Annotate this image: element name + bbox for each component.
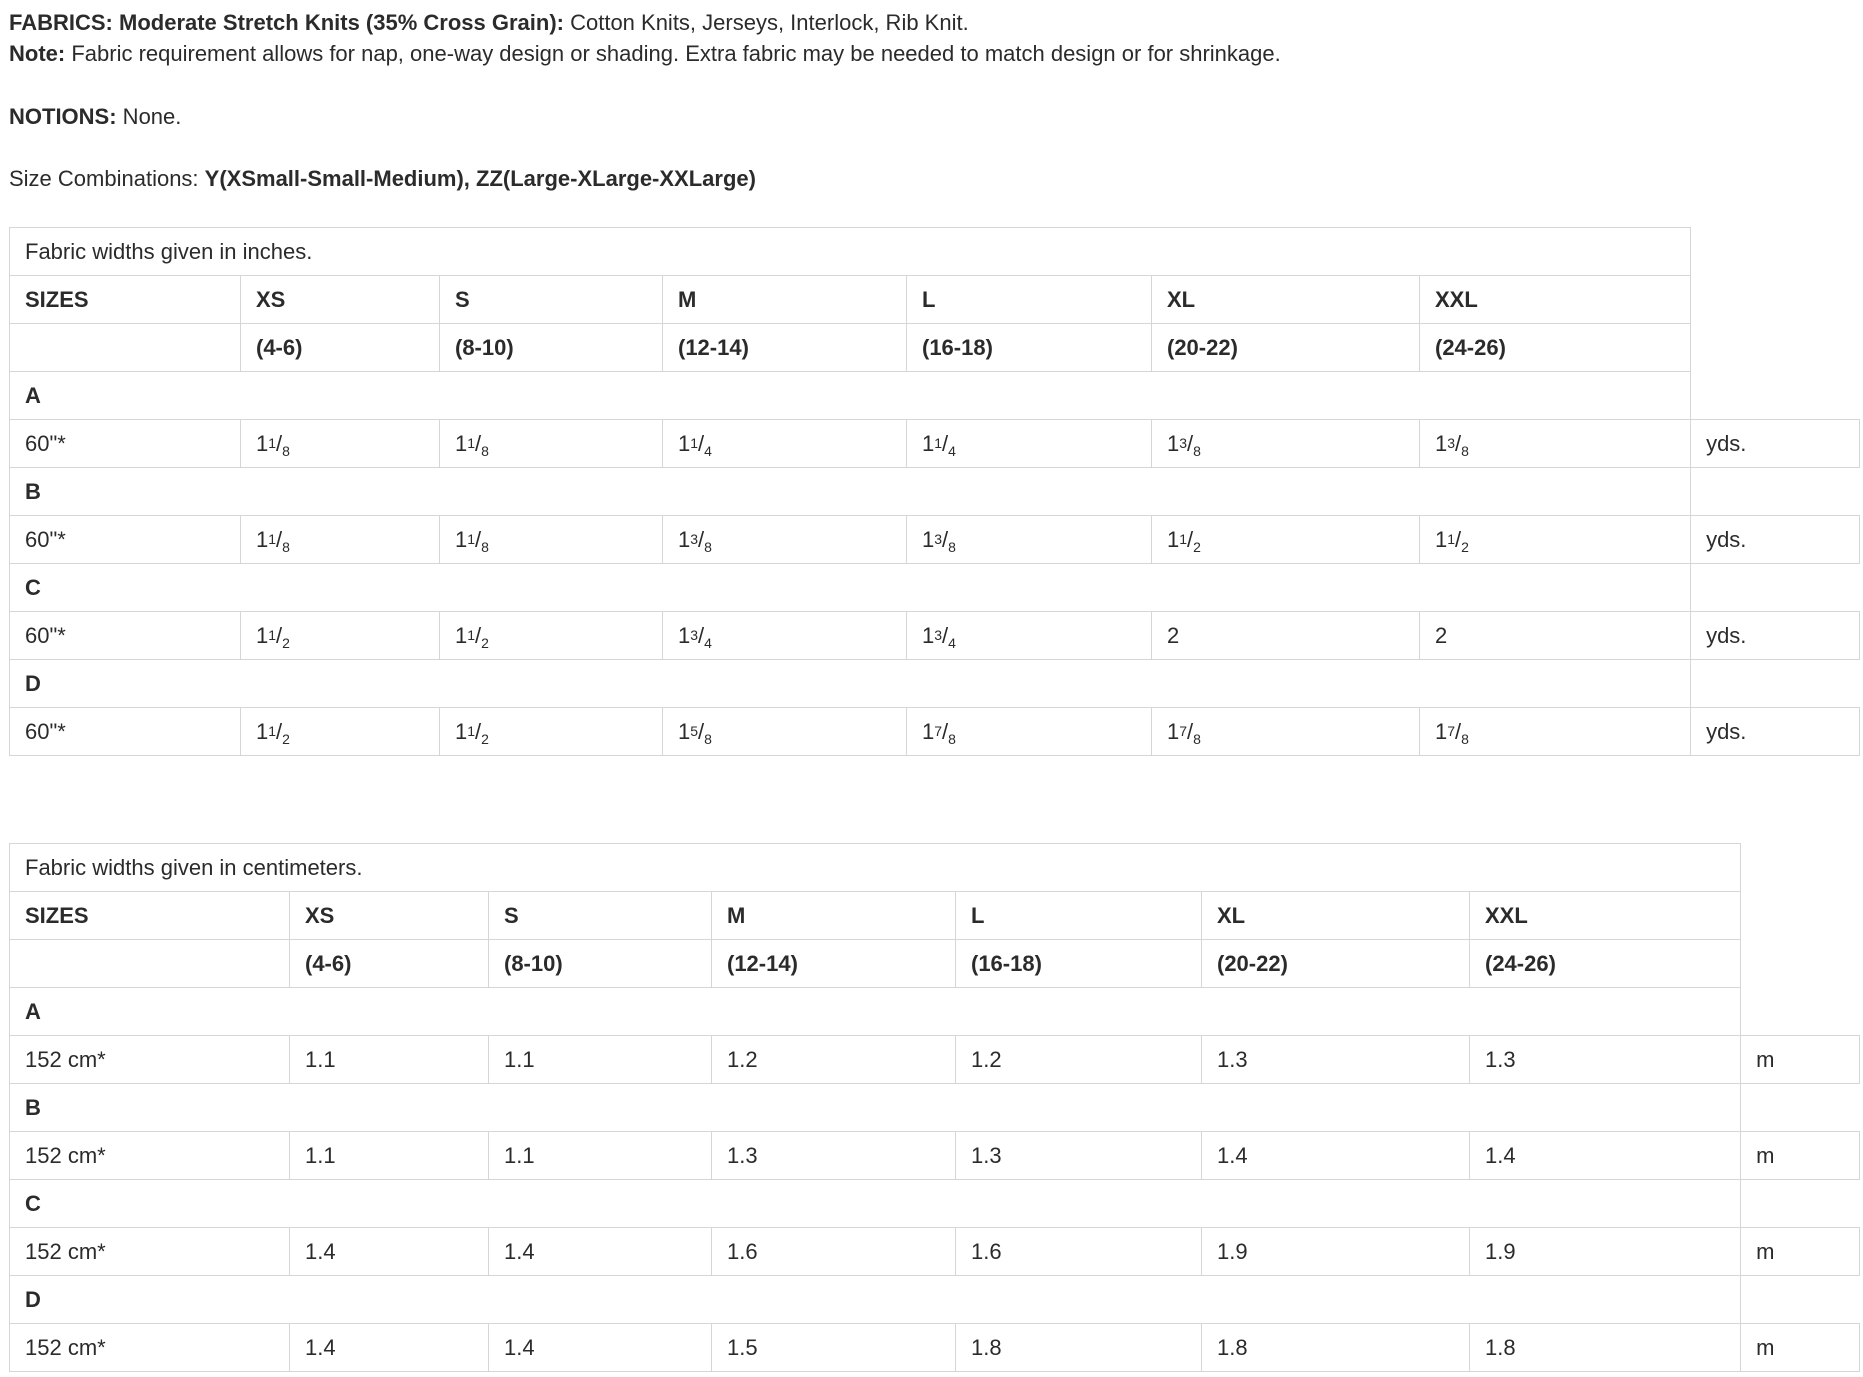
view-label: B: [10, 468, 1691, 516]
whole: 1: [455, 526, 468, 552]
yardage-value: [440, 708, 663, 756]
denominator: 8: [1461, 730, 1469, 747]
unit-label: yds.: [1691, 708, 1860, 756]
fraction: [256, 718, 290, 747]
denominator: 8: [704, 538, 712, 555]
denominator: 8: [1193, 442, 1201, 459]
numerator: 1: [690, 434, 699, 451]
fraction: [455, 718, 489, 747]
fraction: [678, 718, 712, 747]
fraction: [256, 526, 290, 555]
unit-label: m: [1741, 1228, 1860, 1276]
yardage-value: 1.8: [956, 1324, 1202, 1372]
size-header: XXL: [1470, 892, 1741, 940]
fraction: [1435, 718, 1469, 747]
yardage-value: 1.3: [1202, 1036, 1470, 1084]
unit-label: yds.: [1691, 516, 1860, 564]
yardage-row: [10, 1132, 1860, 1180]
slash: /: [1187, 526, 1194, 552]
yardage-value: 1.2: [956, 1036, 1202, 1084]
whole: 1: [678, 526, 691, 552]
yardage-value: 1.4: [489, 1228, 712, 1276]
whole: 1: [455, 622, 468, 648]
yardage-value: 1.3: [1470, 1036, 1741, 1084]
numerator: 1: [467, 434, 476, 451]
fraction: [1167, 623, 1179, 648]
whole: 1: [256, 430, 269, 456]
yardage-value: 1.1: [290, 1132, 489, 1180]
fraction: [1167, 526, 1201, 555]
view-row: [10, 660, 1860, 708]
numerator: 3: [934, 530, 943, 547]
view-label: A: [10, 372, 1691, 420]
numerator: 1: [467, 530, 476, 547]
sizes-header-row: [10, 892, 1860, 940]
whole: 1: [1167, 718, 1180, 744]
blank-cell: [1691, 468, 1860, 516]
view-row: [10, 1084, 1860, 1132]
unit-label: m: [1741, 1324, 1860, 1372]
whole: 1: [922, 622, 935, 648]
size-range: (12-14): [663, 324, 907, 372]
blank-cell: [1741, 988, 1860, 1036]
yardage-value: [907, 612, 1152, 660]
whole: 1: [256, 526, 269, 552]
fabrics-text: Cotton Knits, Jerseys, Interlock, Rib Knit.: [563, 10, 969, 35]
blank-cell: [1741, 1276, 1860, 1324]
yardage-value: 1.6: [956, 1228, 1202, 1276]
note-line: [9, 38, 1281, 69]
blank-cell: [1691, 276, 1860, 324]
slash: /: [698, 718, 705, 744]
size-range: (24-26): [1470, 940, 1741, 988]
fabric-table-centimeters: [9, 843, 1860, 1372]
size-range: (8-10): [489, 940, 712, 988]
yardage-value: 1.2: [712, 1036, 956, 1084]
numerator: 7: [1447, 722, 1456, 739]
yardage-value: 1.8: [1470, 1324, 1741, 1372]
fabric-table-inches: [9, 227, 1860, 756]
slash: /: [1187, 430, 1194, 456]
slash: /: [942, 622, 949, 648]
yardage-value: [907, 420, 1152, 468]
numerator: 1: [467, 722, 476, 739]
numerator: 1: [268, 626, 277, 643]
yardage-value: [663, 420, 907, 468]
sizes-header-row: [10, 276, 1860, 324]
slash: /: [475, 430, 482, 456]
yardage-value: 1.8: [1202, 1324, 1470, 1372]
slash: /: [1455, 718, 1462, 744]
yardage-row: [10, 708, 1860, 756]
fraction: [678, 622, 712, 651]
size-header: S: [489, 892, 712, 940]
whole: 1: [1167, 430, 1180, 456]
yardage-value: 1.1: [290, 1036, 489, 1084]
unit-label: m: [1741, 1036, 1860, 1084]
fraction: [256, 430, 290, 459]
blank-cell: [1741, 844, 1860, 892]
fraction: [922, 622, 956, 651]
yardage-value: [1420, 612, 1691, 660]
numerator: 1: [268, 722, 277, 739]
denominator: 4: [704, 634, 712, 651]
numerator: 1: [268, 434, 277, 451]
blank-cell: [1741, 892, 1860, 940]
whole: 1: [678, 622, 691, 648]
denominator: 2: [481, 730, 489, 747]
yardage-value: 1.9: [1202, 1228, 1470, 1276]
unit-label: m: [1741, 1132, 1860, 1180]
notions-label: NOTIONS:: [9, 104, 117, 129]
fraction: [256, 622, 290, 651]
numerator: 3: [1179, 434, 1188, 451]
yardage-row: [10, 612, 1860, 660]
yardage-value: [440, 420, 663, 468]
whole: 1: [256, 622, 269, 648]
slash: /: [1455, 526, 1462, 552]
yardage-value: [1420, 708, 1691, 756]
denominator: 4: [948, 634, 956, 651]
whole: 1: [455, 718, 468, 744]
size-range: (16-18): [907, 324, 1152, 372]
numerator: 5: [690, 722, 699, 739]
fabrics-label: FABRICS: Moderate Stretch Knits (35% Cross Grain):: [9, 10, 564, 35]
denominator: 8: [481, 442, 489, 459]
slash: /: [475, 622, 482, 648]
fraction: [922, 718, 956, 747]
yardage-value: 1.4: [489, 1324, 712, 1372]
size-range: (12-14): [712, 940, 956, 988]
slash: /: [276, 526, 283, 552]
whole: 1: [1167, 526, 1180, 552]
empty-cell: [10, 324, 241, 372]
view-row: [10, 988, 1860, 1036]
whole: 1: [922, 718, 935, 744]
yardage-value: [440, 612, 663, 660]
notions-text: None.: [116, 104, 182, 129]
whole: 1: [1435, 430, 1448, 456]
yardage-value: [440, 516, 663, 564]
denominator: 8: [948, 538, 956, 555]
slash: /: [1455, 430, 1462, 456]
numerator: 3: [690, 530, 699, 547]
slash: /: [475, 718, 482, 744]
numerator: 7: [1179, 722, 1188, 739]
yardage-value: [1152, 516, 1420, 564]
size-range: (20-22): [1202, 940, 1470, 988]
denominator: 4: [948, 442, 956, 459]
view-label: D: [10, 1276, 1741, 1324]
fraction: [1167, 718, 1201, 747]
yardage-value: [1152, 420, 1420, 468]
numerator: 1: [467, 626, 476, 643]
size-header: XL: [1202, 892, 1470, 940]
notions-line: [9, 101, 181, 132]
view-row: [10, 1180, 1860, 1228]
blank-cell: [1691, 372, 1860, 420]
yardage-value: [1420, 420, 1691, 468]
blank-cell: [1691, 660, 1860, 708]
size-header: M: [663, 276, 907, 324]
yardage-value: [907, 708, 1152, 756]
fraction: [922, 430, 956, 459]
sizes-label: SIZES: [10, 892, 290, 940]
yardage-row: [10, 1036, 1860, 1084]
fabric-width: 152 cm*: [10, 1324, 290, 1372]
whole: 1: [455, 430, 468, 456]
slash: /: [1187, 718, 1194, 744]
yardage-value: 1.3: [956, 1132, 1202, 1180]
numerator: 1: [268, 530, 277, 547]
denominator: 8: [282, 442, 290, 459]
fraction: [455, 622, 489, 651]
fabric-width: 60"*: [10, 612, 241, 660]
fabric-width: 60"*: [10, 420, 241, 468]
denominator: 8: [704, 730, 712, 747]
yardage-value: [663, 612, 907, 660]
whole: 2: [1435, 622, 1448, 648]
slash: /: [475, 526, 482, 552]
caption-row: [10, 844, 1860, 892]
denominator: 2: [1193, 538, 1201, 555]
yardage-value: [241, 708, 440, 756]
yardage-value: [241, 516, 440, 564]
yardage-value: [1152, 612, 1420, 660]
denominator: 2: [282, 634, 290, 651]
fraction: [455, 430, 489, 459]
denominator: 8: [282, 538, 290, 555]
yardage-value: 1.5: [712, 1324, 956, 1372]
yardage-row: [10, 1324, 1860, 1372]
size-header: XS: [241, 276, 440, 324]
fabric-width: 152 cm*: [10, 1036, 290, 1084]
size-range: (24-26): [1420, 324, 1691, 372]
yardage-value: 1.4: [290, 1228, 489, 1276]
caption-row: [10, 228, 1860, 276]
fabric-width: 60"*: [10, 708, 241, 756]
fraction: [1167, 430, 1201, 459]
blank-cell: [1691, 564, 1860, 612]
size-range: (8-10): [440, 324, 663, 372]
yardage-value: [663, 708, 907, 756]
fraction: [922, 526, 956, 555]
whole: 1: [1435, 718, 1448, 744]
size-header: XL: [1152, 276, 1420, 324]
blank-cell: [1741, 1180, 1860, 1228]
fabric-width: 152 cm*: [10, 1228, 290, 1276]
denominator: 2: [1461, 538, 1469, 555]
view-label: B: [10, 1084, 1741, 1132]
slash: /: [942, 430, 949, 456]
size-combinations-value: Y(XSmall-Small-Medium), ZZ(Large-XLarge-XXLarge): [204, 166, 756, 191]
denominator: 8: [1193, 730, 1201, 747]
whole: 1: [256, 718, 269, 744]
slash: /: [276, 622, 283, 648]
numerator: 3: [1447, 434, 1456, 451]
slash: /: [698, 622, 705, 648]
slash: /: [942, 526, 949, 552]
size-combinations-label: Size Combinations:: [9, 166, 205, 191]
size-range: (20-22): [1152, 324, 1420, 372]
size-header: XS: [290, 892, 489, 940]
whole: 2: [1167, 622, 1180, 648]
slash: /: [276, 718, 283, 744]
yardage-value: 1.4: [290, 1324, 489, 1372]
blank-cell: [1741, 1084, 1860, 1132]
view-label: D: [10, 660, 1691, 708]
fraction: [1435, 526, 1469, 555]
numerator: 1: [934, 434, 943, 451]
slash: /: [276, 430, 283, 456]
view-label: A: [10, 988, 1741, 1036]
view-row: [10, 372, 1860, 420]
yardage-value: 1.9: [1470, 1228, 1741, 1276]
yardage-value: 1.1: [489, 1036, 712, 1084]
whole: 1: [1435, 526, 1448, 552]
note-label: Note:: [9, 41, 66, 66]
yardage-value: [241, 420, 440, 468]
numerator: 3: [690, 626, 699, 643]
numerator: 1: [1179, 530, 1188, 547]
denominator: 8: [481, 538, 489, 555]
size-range: (4-6): [241, 324, 440, 372]
denominator: 4: [704, 442, 712, 459]
numerator: 3: [934, 626, 943, 643]
size-range-row: [10, 940, 1860, 988]
whole: 1: [678, 718, 691, 744]
note-text: Fabric requirement allows for nap, one-way design or shading. Extra fabric may be needed to match design or for shrinkage.: [65, 41, 1281, 66]
size-header: XXL: [1420, 276, 1691, 324]
yardage-value: [907, 516, 1152, 564]
yardage-value: [663, 516, 907, 564]
slash: /: [942, 718, 949, 744]
fraction: [678, 430, 712, 459]
size-header: S: [440, 276, 663, 324]
yardage-value: [1152, 708, 1420, 756]
unit-label: yds.: [1691, 612, 1860, 660]
size-range: (16-18): [956, 940, 1202, 988]
denominator: 8: [1461, 442, 1469, 459]
fraction: [455, 526, 489, 555]
view-row: [10, 468, 1860, 516]
size-combinations-line: [9, 163, 756, 194]
yardage-row: [10, 1228, 1860, 1276]
unit-label: yds.: [1691, 420, 1860, 468]
fabric-width: 152 cm*: [10, 1132, 290, 1180]
yardage-value: [241, 612, 440, 660]
size-range: (4-6): [290, 940, 489, 988]
denominator: 2: [282, 730, 290, 747]
slash: /: [698, 430, 705, 456]
yardage-value: 1.4: [1202, 1132, 1470, 1180]
sizes-label: SIZES: [10, 276, 241, 324]
blank-cell: [1691, 228, 1860, 276]
size-range-row: [10, 324, 1860, 372]
size-header: L: [907, 276, 1152, 324]
yardage-value: 1.1: [489, 1132, 712, 1180]
numerator: 1: [1447, 530, 1456, 547]
denominator: 8: [948, 730, 956, 747]
numerator: 7: [934, 722, 943, 739]
whole: 1: [678, 430, 691, 456]
yardage-row: [10, 420, 1860, 468]
empty-cell: [10, 940, 290, 988]
fabrics-line: [9, 7, 969, 38]
view-label: C: [10, 1180, 1741, 1228]
whole: 1: [922, 430, 935, 456]
view-label: C: [10, 564, 1691, 612]
size-header: M: [712, 892, 956, 940]
yardage-value: 1.6: [712, 1228, 956, 1276]
fraction: [678, 526, 712, 555]
denominator: 2: [481, 634, 489, 651]
fraction: [1435, 430, 1469, 459]
view-row: [10, 1276, 1860, 1324]
yardage-value: [1420, 516, 1691, 564]
view-row: [10, 564, 1860, 612]
whole: 1: [922, 526, 935, 552]
blank-cell: [1741, 940, 1860, 988]
yardage-row: [10, 516, 1860, 564]
size-header: L: [956, 892, 1202, 940]
fraction: [1435, 623, 1447, 648]
table-caption: Fabric widths given in centimeters.: [10, 844, 1741, 892]
table-caption: Fabric widths given in inches.: [10, 228, 1691, 276]
yardage-value: 1.4: [1470, 1132, 1741, 1180]
slash: /: [698, 526, 705, 552]
blank-cell: [1691, 324, 1860, 372]
yardage-value: 1.3: [712, 1132, 956, 1180]
fabric-width: 60"*: [10, 516, 241, 564]
